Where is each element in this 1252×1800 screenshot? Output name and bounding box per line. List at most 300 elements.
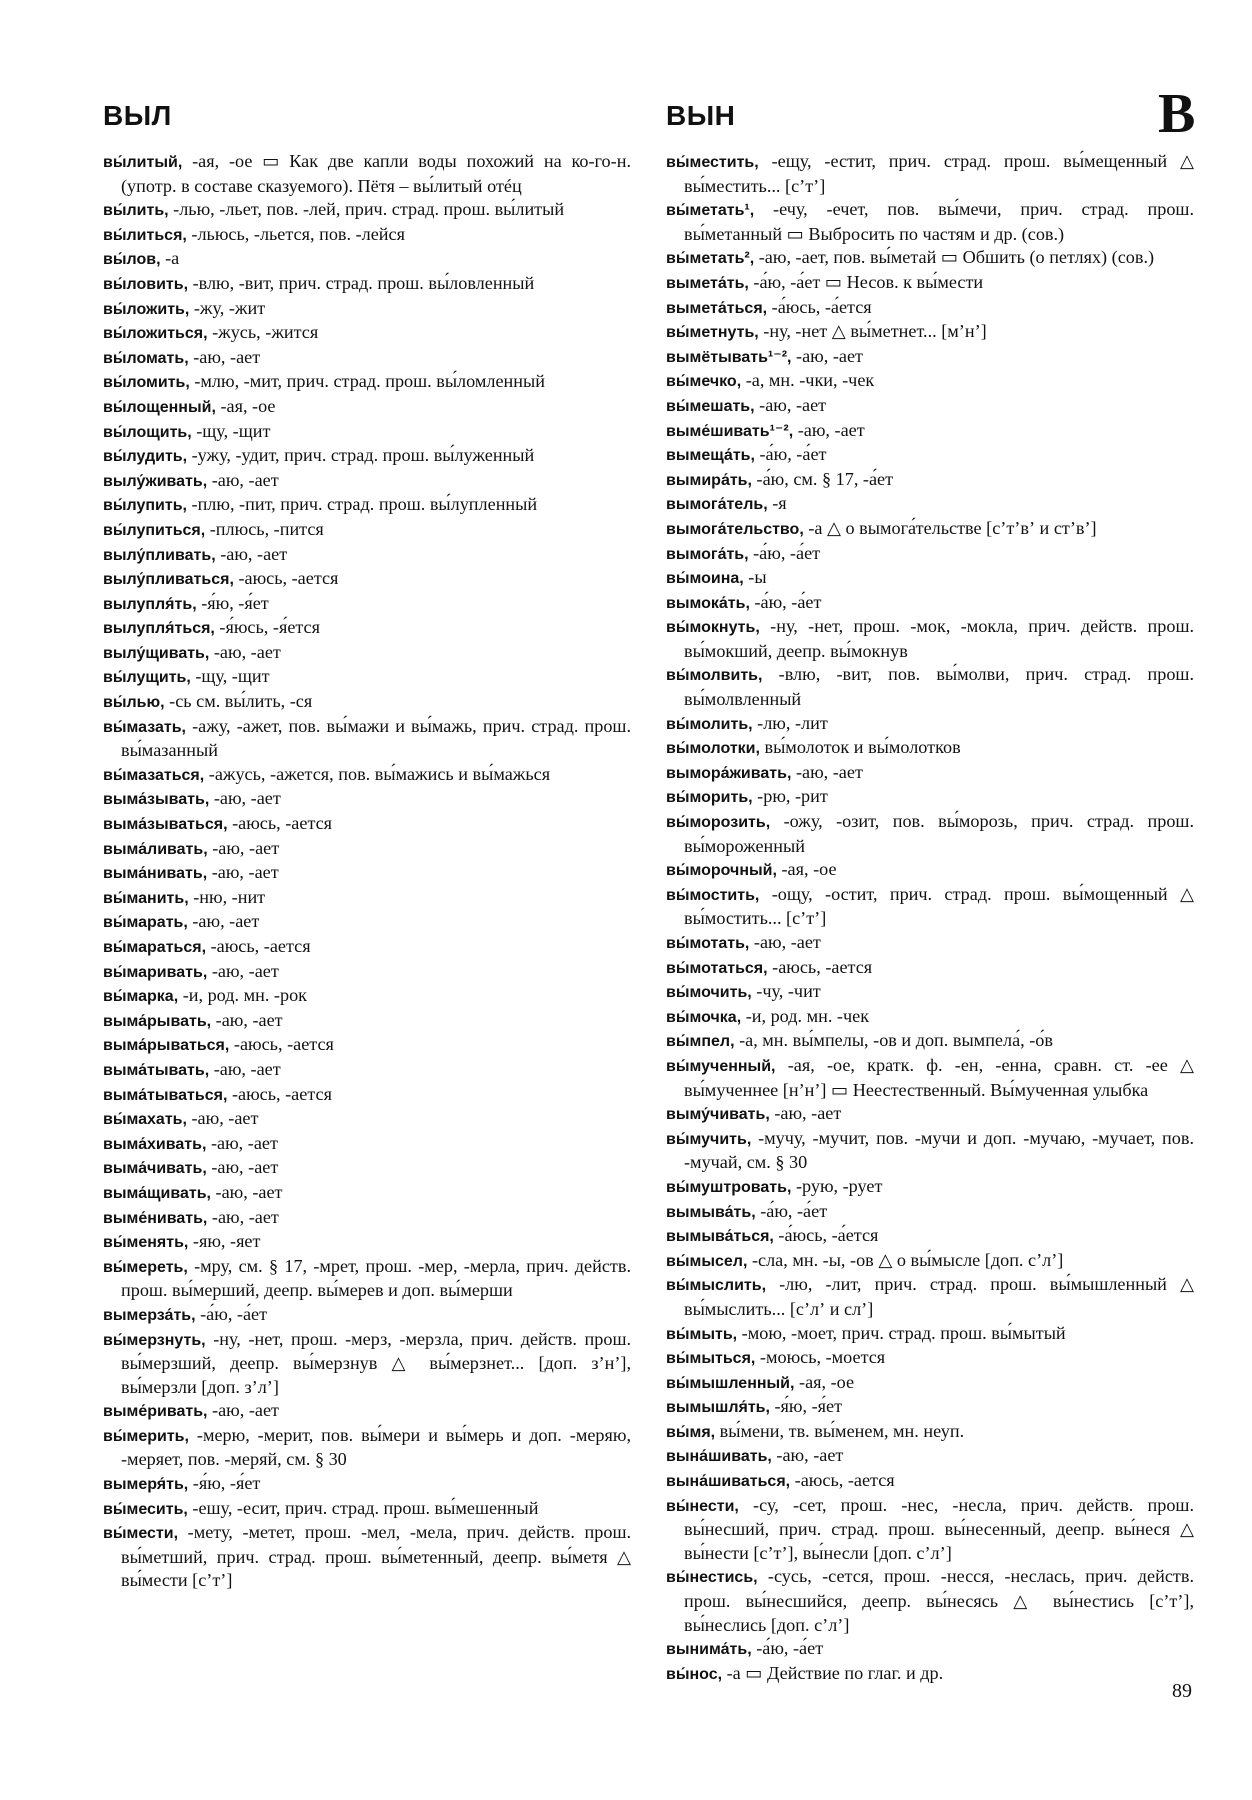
entry-headword: вы́мученный, <box>666 1057 776 1075</box>
entry-body: -аю, -ает <box>769 1103 842 1124</box>
entry-body: -аю, -ает <box>187 911 260 932</box>
entry-body: -ажусь, -ажется, пов. вы́мажись и вы́мажься <box>204 763 551 784</box>
entry-headword: выма́рывать, <box>103 1012 212 1030</box>
entry-body: -аю, -ает <box>791 761 863 782</box>
dictionary-entry <box>103 1083 631 1108</box>
entry-body: -ожу, -озит, пов. вы́морозь, прич. страд. прош. вы́мороженный <box>684 811 1194 856</box>
entry-body: -ажу, -ажет, пов. вы́мажи и вы́мажь, прич. страд. прош. вы́мазанный <box>121 715 631 761</box>
dictionary-entry <box>103 861 631 886</box>
entry-headword: вы́лощенный, <box>103 398 216 416</box>
dictionary-entry <box>103 370 631 395</box>
entry-body: -аюсь, -ается <box>229 1034 334 1055</box>
dictionary-entry <box>103 150 631 198</box>
entry-body: -лью, -льет, пов. -лей, прич. страд. прош. вы́литый <box>168 199 565 220</box>
entry-headword: вы́молвить, <box>666 667 763 685</box>
dictionary-entry <box>666 1102 1194 1127</box>
entry-body: -я́юсь, -я́ется <box>214 617 320 638</box>
entry-body: -мою, -моет, прич. страд. прош. вы́мытый <box>737 1322 1066 1343</box>
dictionary-entry <box>103 469 631 494</box>
entry-body: -сусь, -сется, прош. -несся, -неслась, прич. действ. прош. вы́несшийся, деепр. вы́несясь △ вы́нестись [сʼтʼ], вы́неслись [доп. сʼлʼ] <box>684 1566 1194 1635</box>
entry-headword: выме́нивать, <box>103 1209 208 1227</box>
entry-headword: вы́махать, <box>103 1111 187 1129</box>
entry-body: -аю, -ает <box>207 1206 279 1227</box>
entry-body: -аю, -ает <box>215 543 288 564</box>
dictionary-entry <box>666 419 1194 444</box>
dictionary-entry <box>103 960 631 985</box>
dictionary-entry <box>666 198 1194 246</box>
entry-body: -аю, -ает <box>211 1181 283 1202</box>
entry-headword: вы́лов, <box>103 251 161 269</box>
dictionary-entry <box>666 615 1194 663</box>
entry-body: -а́ю, см. § 17, -а́ет <box>751 468 894 489</box>
entry-body: -аюсь, -ается <box>206 936 311 956</box>
entry-headword: вы́марка, <box>103 988 179 1006</box>
entry-body: -а́ю, -а́ет <box>749 591 822 612</box>
section-letter: В <box>1158 83 1196 145</box>
entry-headword: вы́лощить, <box>103 423 192 441</box>
entry-headword: вылупля́ться, <box>103 620 215 638</box>
entry-body: -аюсь, -ается <box>227 813 333 834</box>
entry-headword: вы́метать², <box>666 250 755 268</box>
entry-headword: вы́мешать, <box>666 397 755 415</box>
dictionary-entry <box>666 345 1194 370</box>
entry-headword: вы́моина, <box>666 570 744 588</box>
entry-headword: вымыва́ть, <box>666 1203 756 1221</box>
dictionary-entry <box>103 321 631 346</box>
entry-body: -аю, -ает <box>207 960 279 981</box>
entry-body: -ощу, -остит, прич. страд. прош. вы́мощенный △ вы́мостить... [сʼтʼ] <box>684 883 1194 929</box>
entry-headword: выма́нивать, <box>103 865 208 883</box>
dictionary-entry <box>103 592 631 617</box>
entry-body: -рую, -рует <box>791 1175 883 1196</box>
entry-body: -аю, -ает, пов. вы́метай ▭ Обшить (о петлях) (сов.) <box>754 247 1155 268</box>
entry-headword: вы́мотаться, <box>666 959 768 977</box>
entry-body: -плюсь, -пится <box>205 518 324 539</box>
dictionary-entry <box>103 1230 631 1255</box>
entry-headword: вы́мотать, <box>666 935 750 952</box>
entry-headword: вы́лудить, <box>103 448 188 466</box>
dictionary-entry <box>666 1494 1194 1566</box>
dictionary-entry <box>103 1156 631 1181</box>
entry-body: -а́юсь, -а́ется <box>773 1225 879 1246</box>
running-head-left: ВЫЛ <box>103 100 172 131</box>
entry-body: -аю, -ает <box>211 1009 283 1030</box>
entry-headword: вы́метать¹, <box>666 202 755 220</box>
dictionary-entry <box>666 1420 1194 1445</box>
entry-body: -а, мн. -чки, -чек <box>741 370 875 391</box>
dictionary-entry <box>103 1303 631 1328</box>
entry-headword: вы́мыть, <box>666 1325 738 1343</box>
entry-headword: вы́молотки, <box>666 740 760 758</box>
dictionary-entry <box>666 956 1194 981</box>
entry-body: -ещу, -естит, прич. страд. прош. вы́мещенный △ вы́местить... [сʼтʼ] <box>684 151 1194 196</box>
entry-body: -я <box>767 493 787 514</box>
entry-body: -аю, -ает <box>188 346 261 367</box>
dictionary-entry <box>666 394 1194 419</box>
entry-body: -аю, -ает <box>793 419 865 440</box>
entry-headword: вылу́пливать, <box>103 546 216 564</box>
dictionary-entry <box>666 785 1194 810</box>
entry-headword: вымышля́ть, <box>666 1399 770 1417</box>
dictionary-entry <box>103 1399 631 1424</box>
dictionary-entry <box>103 837 631 862</box>
left-column <box>103 150 631 1593</box>
dictionary-entry <box>103 1181 631 1206</box>
dictionary-entry <box>103 543 631 568</box>
entry-headword: вы́мысел, <box>666 1252 748 1270</box>
entry-headword: вымора́живать, <box>666 764 792 782</box>
dictionary-entry <box>666 736 1194 761</box>
dictionary-entry <box>103 616 631 641</box>
dictionary-entry <box>666 1444 1194 1469</box>
entry-headword: вы́мереть, <box>103 1258 188 1276</box>
entry-headword: вы́мочить, <box>666 984 752 1002</box>
dictionary-entry <box>103 1328 631 1400</box>
entry-body: -млю, -мит, прич. страд. прош. вы́ломленный <box>189 371 545 392</box>
entry-headword: выма́тывать, <box>103 1061 210 1079</box>
entry-body: -влю, -вит, пов. вы́молви, прич. страд. прош. вы́молвленный <box>684 664 1194 710</box>
entry-body: -а́юсь, -а́ется <box>767 296 872 317</box>
dictionary-entry <box>666 761 1194 786</box>
entry-body: -мру, см. § 17, -мрет, прош. -мер, -мерла, прич. действ. прош. вы́мерший, деепр. вы́мерев и доп. вы́мерши <box>121 1255 631 1301</box>
dictionary-entry <box>103 420 631 445</box>
entry-headword: вы́мерить, <box>103 1427 189 1445</box>
dictionary-entry <box>103 395 631 420</box>
dictionary-entry <box>103 346 631 371</box>
entry-body: -ну, -нет, прош. -мерз, -мерзла, прич. действ. прош. вы́мерзший, деепр. вы́мерзнув △ вы́мерзнет... [доп. зʼнʼ], вы́мерзли [доп. зʼлʼ] <box>121 1328 631 1397</box>
entry-body: -аюсь, -ается <box>233 568 339 589</box>
dictionary-entry <box>666 1346 1194 1371</box>
entry-body: -ая, -ое ▭ Как две капли воды похожий на ко-го-н. (употр. в составе сказуемого). Пётя – вы́литый отéц <box>121 151 631 196</box>
entry-headword: вы́лью, <box>103 694 165 712</box>
entry-body: -лю, -лит, прич. страд. прош. вы́мышленный △ вы́мыслить... [сʼлʼ и слʼ] <box>684 1274 1194 1319</box>
dictionary-entry <box>666 1200 1194 1225</box>
dictionary-entry <box>103 1132 631 1157</box>
dictionary-entry <box>666 566 1194 591</box>
entry-headword: вы́нос, <box>666 1665 723 1683</box>
dictionary-entry <box>666 1273 1194 1321</box>
entry-headword: вы́морочный, <box>666 862 777 880</box>
dictionary-entry <box>103 690 631 715</box>
dictionary-entry <box>666 1322 1194 1347</box>
entry-body: -аюсь, -ается <box>227 1083 332 1104</box>
entry-body: вы́мени, тв. вы́менем, мн. неуп. <box>715 1420 965 1441</box>
entry-headword: вы́лущить, <box>103 669 191 687</box>
dictionary-entry <box>103 665 631 690</box>
entry-headword: выма́тываться, <box>103 1086 228 1104</box>
entry-body: -аю, -ает <box>209 641 281 662</box>
entry-body: -аю, -ает <box>791 345 863 366</box>
entry-headword: вы́лупить, <box>103 497 187 515</box>
dictionary-entry <box>666 1224 1194 1249</box>
dictionary-entry <box>103 518 631 543</box>
dictionary-entry <box>103 1472 631 1497</box>
entry-body: -аю, -ает <box>754 394 827 415</box>
entry-headword: вы́лупиться, <box>103 521 206 539</box>
entry-headword: вымога́ть, <box>666 545 749 563</box>
entry-body: -аю, -ает <box>207 469 279 490</box>
dictionary-entry <box>666 271 1194 296</box>
dictionary-entry <box>103 1058 631 1083</box>
entry-headword: вылу́живать, <box>103 472 208 490</box>
entry-headword: вы́мокнуть, <box>666 619 760 637</box>
entry-headword: вы́менять, <box>103 1234 189 1252</box>
entry-body: -жу, -жит <box>189 297 266 318</box>
entry-body: -щу, -щит <box>190 666 270 687</box>
entry-headword: вы́марать, <box>103 914 188 932</box>
entry-headword: вы́мя, <box>666 1423 716 1441</box>
entry-body: -а́ю, -а́ет <box>195 1303 268 1324</box>
entry-body: -су, -сет, прош. -нес, -несла, прич. действ. прош. вы́несший, прич. страд. прош. вы́несенный, деепр. вы́неся △ вы́нести [сʼтʼ], вы́несли [доп. сʼлʼ] <box>684 1494 1194 1563</box>
dictionary-entry <box>666 1175 1194 1200</box>
dictionary-entry <box>103 787 631 812</box>
dictionary-entry <box>103 272 631 297</box>
entry-body: -ая, -ое, кратк. ф. -ен, -енна, сравн. ст. -ее △ вы́мученнее [нʼнʼ] ▭ Неестественный. Вы́мученная улыбка <box>684 1054 1194 1100</box>
entry-headword: вы́литься, <box>103 226 187 244</box>
dictionary-entry <box>666 150 1194 198</box>
entry-body: -аю, -ает <box>749 932 821 952</box>
entry-headword: вы́мечко, <box>666 373 742 391</box>
entry-body: -аю, -ает <box>207 862 279 883</box>
dictionary-entry <box>103 910 631 935</box>
entry-headword: вымётывать¹⁻², <box>666 348 792 366</box>
entry-headword: вы́муштровать, <box>666 1178 792 1196</box>
dictionary-entry <box>666 1371 1194 1396</box>
dictionary-entry <box>103 1009 631 1034</box>
entry-body: -я́ю, -я́ет <box>769 1396 843 1417</box>
dictionary-entry <box>103 886 631 911</box>
entry-body: -ечу, -ечет, пов. вы́мечи, прич. страд. прош. вы́метанный ▭ Выбросить по частям и др. (сов.) <box>684 199 1194 244</box>
dictionary-entry <box>666 1249 1194 1274</box>
dictionary-entry <box>666 712 1194 737</box>
entry-body: -влю, -вит, прич. страд. прош. вы́ловленный <box>188 272 535 293</box>
dictionary-entry <box>666 1662 1194 1687</box>
entry-headword: вымеря́ть, <box>103 1476 189 1494</box>
entry-headword: вы́мазать, <box>103 718 186 736</box>
entry-headword: вымыва́ться, <box>666 1228 774 1246</box>
dictionary-entry <box>666 468 1194 493</box>
entry-body: -ну, -нет, прош. -мок, -мокла, прич. действ. прош. вы́мокший, деепр. вы́мокнув <box>684 616 1194 661</box>
entry-body: -сла, мн. -ы, -ов △ о вы́мысле [доп. сʼлʼ] <box>747 1249 1064 1270</box>
entry-headword: вы́мараться, <box>103 939 207 956</box>
entry-headword: вымога́тельство, <box>666 520 804 538</box>
entry-headword: вы́мпел, <box>666 1033 735 1051</box>
dictionary-entry <box>103 1033 631 1058</box>
entry-body: -мету, -метет, прош. -мел, -мела, прич. действ. прош. вы́метший, прич. страд. прош. вы́метенный, деепр. вы́метя △ вы́мести [сʼтʼ] <box>121 1522 631 1591</box>
entry-body: -чу, -чит <box>751 981 821 1002</box>
dictionary-entry <box>666 1395 1194 1420</box>
entry-headword: вы́мочка, <box>666 1008 742 1026</box>
entry-headword: вы́мучить, <box>666 1130 752 1148</box>
entry-headword: вымета́ться, <box>666 299 768 317</box>
dictionary-entry <box>666 858 1194 883</box>
entry-body: -а △ о вымога́тельстве [сʼтʼвʼ и стʼвʼ] <box>803 517 1097 538</box>
entry-headword: вымога́тель, <box>666 496 768 514</box>
dictionary-entry <box>666 883 1194 931</box>
page-number: 89 <box>1172 1680 1192 1702</box>
entry-body: -а́ю, -а́ет <box>751 1638 824 1659</box>
entry-body: -льюсь, -льется, пов. -лейся <box>186 223 405 244</box>
entry-headword: вы́местить, <box>666 154 759 171</box>
dictionary-entry <box>666 369 1194 394</box>
dictionary-entry <box>666 1054 1194 1102</box>
entry-headword: вы́нестись, <box>666 1569 758 1587</box>
entry-body: -аю, -ает <box>206 1132 278 1153</box>
entry-body: -жусь, -жится <box>207 322 319 343</box>
entry-headword: выма́чивать, <box>103 1160 207 1178</box>
dictionary-entry <box>666 443 1194 468</box>
dictionary-entry <box>103 247 631 272</box>
dictionary-entry <box>103 1206 631 1231</box>
entry-body: -аюсь, -ается <box>790 1470 895 1491</box>
right-column <box>666 150 1194 1686</box>
entry-body: -щу, -щит <box>191 420 271 441</box>
entry-body: -ну, -нет △ вы́метнет... [мʼнʼ] <box>758 321 987 342</box>
entry-body: -а́ю, -а́ет ▭ Несов. к вы́мести <box>748 271 984 292</box>
dictionary-entry <box>103 567 631 592</box>
entry-body: -ы <box>743 567 767 588</box>
dictionary-entry <box>103 444 631 469</box>
dictionary-entry <box>666 542 1194 567</box>
entry-headword: вы́нести, <box>666 1497 739 1515</box>
dictionary-entry <box>666 1469 1194 1494</box>
dictionary-entry <box>666 1005 1194 1030</box>
entry-headword: вымира́ть, <box>666 471 752 489</box>
entry-body: -аю, -ает <box>207 1400 279 1421</box>
entry-headword: выма́ливать, <box>103 840 208 858</box>
entry-headword: выма́зываться, <box>103 816 228 834</box>
dictionary-entry <box>103 1424 631 1472</box>
entry-headword: вы́ложить, <box>103 300 190 318</box>
dictionary-entry <box>666 931 1194 956</box>
dictionary-entry <box>103 1497 631 1522</box>
entry-headword: вы́мыслить, <box>666 1277 767 1295</box>
entry-headword: вымерза́ть, <box>103 1306 196 1324</box>
entry-headword: вы́ложиться, <box>103 325 208 343</box>
entry-headword: вына́шивать, <box>666 1448 772 1466</box>
entry-headword: выму́чивать, <box>666 1106 770 1124</box>
entry-body: -ню, -нит <box>188 886 266 907</box>
entry-headword: вы́мостить, <box>666 886 760 904</box>
dictionary-entry <box>103 493 631 518</box>
entry-headword: вылупля́ть, <box>103 595 197 613</box>
entry-headword: выма́хивать, <box>103 1135 207 1153</box>
dictionary-entry <box>666 1127 1194 1175</box>
entry-headword: вы́морить, <box>666 789 753 807</box>
entry-headword: вылу́пливаться, <box>103 571 234 589</box>
entry-body: -мучу, -мучит, пов. -мучи и доп. -мучаю, -мучает, пов. -мучай, см. § 30 <box>684 1127 1194 1173</box>
entry-body: -мерю, -мерит, пов. вы́мери и вы́мерь и доп. -меряю, -меряет, пов. -меряй, см. § 30 <box>121 1424 631 1470</box>
dictionary-entry <box>666 1565 1194 1637</box>
entry-headword: выме́шивать¹⁻², <box>666 422 794 440</box>
entry-body: -а ▭ Действие по глаг. и др. <box>722 1662 944 1683</box>
entry-body: -аюсь, -ается <box>767 956 873 977</box>
entry-body: -аю, -ает <box>186 1108 259 1129</box>
entry-body: -рю, -рит <box>752 786 828 807</box>
entry-headword: вынима́ть, <box>666 1641 752 1659</box>
dictionary-entry <box>103 984 631 1009</box>
entry-headword: вы́ломать, <box>103 349 189 367</box>
entry-headword: вы́мыться, <box>666 1350 756 1368</box>
dictionary-entry <box>666 246 1194 271</box>
dictionary-entry <box>103 935 631 960</box>
entry-headword: вы́мазаться, <box>103 766 205 784</box>
dictionary-entry <box>666 296 1194 321</box>
entry-body: -аю, -ает <box>209 1058 281 1079</box>
entry-headword: вы́ломить, <box>103 374 190 392</box>
dictionary-entry <box>103 812 631 837</box>
dictionary-entry <box>103 1521 631 1593</box>
dictionary-entry <box>666 980 1194 1005</box>
entry-headword: вы́мести, <box>103 1525 179 1543</box>
entry-body: -я́ю, -я́ет <box>196 592 269 613</box>
entry-headword: вы́мышленный, <box>666 1374 795 1392</box>
dictionary-entry <box>666 492 1194 517</box>
entry-body: -плю, -пит, прич. страд. прош. вы́лупленный <box>186 494 538 515</box>
dictionary-entry <box>666 1637 1194 1662</box>
dictionary-entry <box>103 763 631 788</box>
dictionary-entry <box>103 641 631 666</box>
entry-headword: вымеща́ть, <box>666 447 755 465</box>
entry-body: вы́молоток и вы́молотков <box>759 737 961 758</box>
entry-body: -сь см. вы́лить, -ся <box>164 691 313 712</box>
entry-body: -аю, -ает <box>771 1445 844 1466</box>
entry-body: -а <box>160 248 180 269</box>
entry-body: -ужу, -удит, прич. страд. прош. вы́луженный <box>187 445 535 466</box>
dictionary-entry <box>666 810 1194 858</box>
dictionary-entry <box>666 320 1194 345</box>
entry-headword: вы́метнуть, <box>666 324 759 342</box>
dictionary-entry <box>103 198 631 223</box>
entry-headword: вы́морозить, <box>666 814 771 832</box>
entry-headword: вы́ловить, <box>103 275 189 293</box>
entry-headword: вылу́щивать, <box>103 644 210 662</box>
dictionary-entry <box>666 591 1194 616</box>
dictionary-entry <box>103 1107 631 1132</box>
entry-body: -ая, -ое <box>794 1371 855 1392</box>
entry-headword: вымета́ть, <box>666 274 749 292</box>
entry-headword: вымока́ть, <box>666 594 750 612</box>
entry-body: -а́ю, -а́ет <box>748 542 821 563</box>
entry-headword: вына́шиваться, <box>666 1473 791 1491</box>
entry-headword: выма́щивать, <box>103 1184 211 1202</box>
entry-headword: вы́месить, <box>103 1500 188 1518</box>
dictionary-entry <box>666 1029 1194 1054</box>
entry-body: -аю, -ает <box>209 788 281 809</box>
entry-headword: вы́лить, <box>103 202 169 220</box>
dictionary-entry <box>666 663 1194 711</box>
dictionary-entry <box>103 223 631 248</box>
dictionary-entry <box>666 517 1194 542</box>
entry-body: -аю, -ает <box>206 1157 279 1178</box>
entry-body: -я́ю, -я́ет <box>188 1473 261 1494</box>
entry-body: -а́ю, -а́ет <box>754 444 827 465</box>
entry-headword: выма́рываться, <box>103 1037 230 1055</box>
entry-headword: вы́маривать, <box>103 963 208 981</box>
entry-body: -ая, -ое <box>215 395 276 416</box>
entry-body: -ая, -ое <box>776 859 837 880</box>
entry-body: -лю, -лит <box>752 712 828 733</box>
entry-body: -моюсь, -моется <box>755 1347 886 1368</box>
entry-body: -и, род. мн. -рок <box>178 985 308 1006</box>
running-head-right: ВЫН <box>666 100 736 131</box>
entry-headword: выма́зывать, <box>103 791 210 809</box>
entry-body: -аю, -ает <box>207 837 280 858</box>
entry-headword: вы́мерзнуть, <box>103 1331 206 1349</box>
entry-body: -и, род. мн. -чек <box>741 1005 870 1026</box>
dictionary-entry <box>103 1255 631 1303</box>
entry-headword: вы́молить, <box>666 715 753 733</box>
